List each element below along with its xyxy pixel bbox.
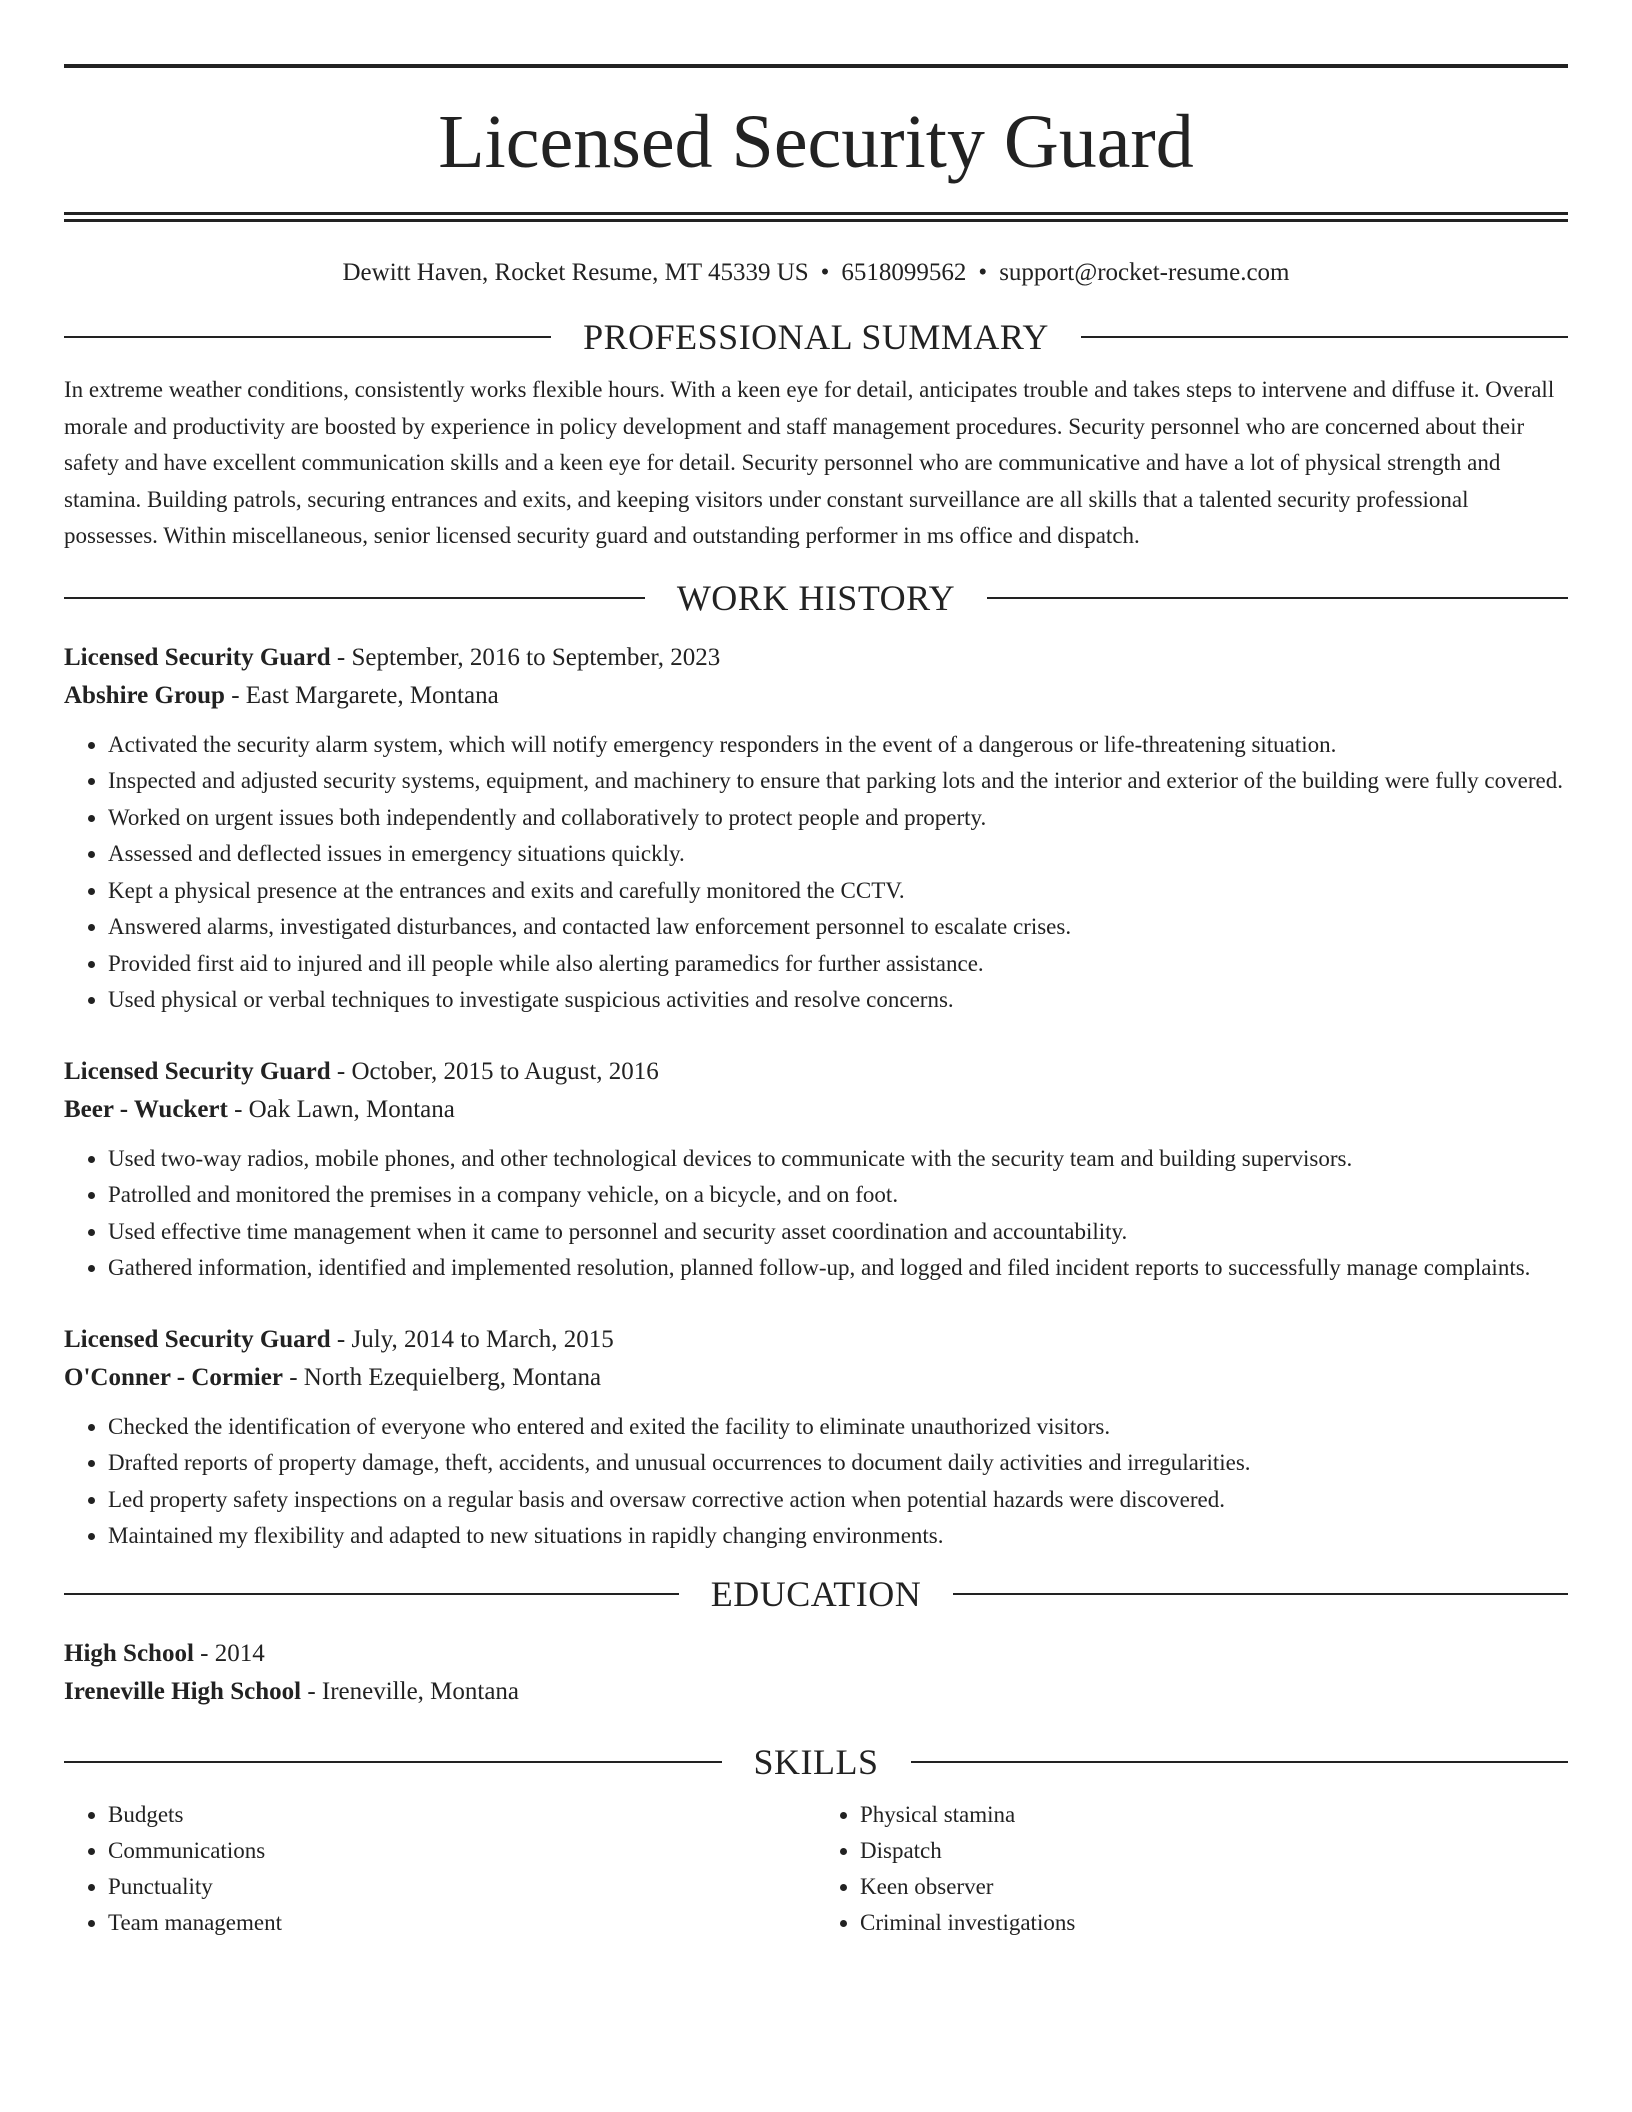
job-bullet-list [64,1141,1568,1287]
job-bullet: • Led property safety inspections on a regular basis and oversaw corrective action when potential hazards were discovered. [108,1482,1568,1519]
job-bullet: • Provided first aid to injured and ill people while also alerting paramedics for further assistance. [108,946,1568,983]
skill-item: • Team management [108,1905,816,1941]
education-school: Ireneville High School [64,1677,302,1705]
skills-heading [64,1739,1568,1785]
job-bullet-list [64,727,1568,1019]
heading-rule-left [64,597,645,599]
education-year: - 2014 [193,1639,265,1667]
heading-rule-left [64,1593,679,1595]
job-title-line [64,1321,1568,1359]
education-degree-line [64,1635,1568,1673]
education-school-line [64,1673,1568,1711]
work-history-heading-label: WORK HISTORY [676,577,956,618]
education-location: - Ireneville, Montana [301,1677,520,1705]
job-title: Licensed Security Guard [64,1325,331,1353]
job-location: - Oak Lawn, Montana [227,1095,455,1123]
contact-email[interactable]: support@rocket-resume.com [999,259,1290,286]
job-dates: - July, 2014 to March, 2015 [330,1325,614,1353]
job-bullet: • Answered alarms, investigated disturbances, and contacted law enforcement personnel to escalate crises. [108,909,1568,946]
skill-item: • Communications [108,1833,816,1869]
skill-item: • Physical stamina [860,1797,1568,1833]
job-company: Beer - Wuckert [64,1095,228,1123]
work-history-heading [64,575,1568,621]
summary-text: In extreme weather conditions, consistently works flexible hours. With a keen eye for detail, anticipates trouble and takes steps to intervene and diffuse it. Overall morale and productivity are boosted by experience in policy development and staff management procedures. Security personnel who are concerned about their safety and have excellent communication skills and a keen eye for detail. Security personnel who are communicative and have a lot of physical strength and stamina. Building patrols, securing entrances and exits, and keeping visitors under constant surveillance are all skills that a talented security professional possesses. Within miscellaneous, senior licensed security guard and outstanding performer in ms office and dispatch. [64,377,1555,548]
skills-heading-label: SKILLS [753,1741,879,1782]
heading-rule-right [911,1761,1569,1763]
heading-rule-right [953,1593,1568,1595]
summary-heading-label: PROFESSIONAL SUMMARY [583,317,1049,357]
contact-separator: • [978,259,988,286]
skill-item: • Criminal investigations [860,1905,1568,1941]
contact-address: Dewitt Haven, Rocket Resume, MT 45339 US [342,259,809,286]
job-company-line [64,1091,1568,1129]
job-location: - North Ezequielberg, Montana [282,1363,602,1391]
job-entry [64,1321,1568,1555]
job-bullet: • Checked the identification of everyone who entered and exited the facility to eliminate unauthorized visitors. [108,1409,1568,1446]
skills-list-left [64,1797,816,1941]
education-degree: High School [64,1639,194,1667]
skill-item: • Dispatch [860,1833,1568,1869]
job-bullet: • Worked on urgent issues both independently and collaboratively to protect people and property. [108,800,1568,837]
heading-rule-left [64,336,551,338]
job-company: O'Conner - Cormier [64,1363,283,1391]
heading-rule-right [1081,336,1568,338]
job-location: - East Margarete, Montana [224,681,499,709]
summary-heading [64,314,1568,360]
job-bullet: • Kept a physical presence at the entrances and exits and carefully monitored the CCTV. [108,873,1568,910]
skill-item: • Punctuality [108,1869,816,1905]
job-bullet: • Gathered information, identified and implemented resolution, planned follow-up, and logged and filed incident reports to successfully manage complaints. [108,1250,1568,1287]
job-bullet: • Drafted reports of property damage, theft, accidents, and unusual occurrences to document daily activities and irregularities. [108,1445,1568,1482]
education-heading [64,1571,1568,1617]
job-bullet: • Patrolled and monitored the premises in a company vehicle, on a bicycle, and on foot. [108,1177,1568,1214]
job-bullet: • Assessed and deflected issues in emergency situations quickly. [108,836,1568,873]
job-dates: - September, 2016 to September, 2023 [330,643,721,671]
header-double-rule [64,212,1568,222]
heading-rule-left [64,1761,722,1763]
job-bullet: • Used two-way radios, mobile phones, and other technological devices to communicate with the security team and building supervisors. [108,1141,1568,1178]
job-dates: - October, 2015 to August, 2016 [330,1057,659,1085]
job-bullet: • Used effective time management when it came to personnel and security asset coordination and accountability. [108,1214,1568,1251]
job-company-line [64,1359,1568,1397]
education-heading-label: EDUCATION [710,1573,922,1614]
job-title-line [64,1053,1568,1091]
heading-rule-right [987,597,1568,599]
contact-separator: • [820,259,830,286]
job-bullet: • Inspected and adjusted security systems, equipment, and machinery to ensure that parking lots and the interior and exterior of the building were fully covered. [108,763,1568,800]
job-entry [64,1053,1568,1287]
job-bullet: • Activated the security alarm system, which will notify emergency responders in the event of a dangerous or life-threatening situation. [108,727,1568,764]
job-bullet: • Maintained my flexibility and adapted to new situations in rapidly changing environments. [108,1518,1568,1555]
job-entry [64,639,1568,1019]
skill-item: • Keen observer [860,1869,1568,1905]
header-top-rule [64,64,1568,68]
job-bullet: • Used physical or verbal techniques to investigate suspicious activities and resolve concerns. [108,982,1568,1019]
contact-line [64,258,1568,288]
skills-list-right [816,1797,1568,1941]
skill-item: • Budgets [108,1797,816,1833]
contact-phone[interactable]: 6518099562 [841,259,967,286]
job-bullet-list [64,1409,1568,1555]
job-title: Licensed Security Guard [64,643,331,671]
job-title: Licensed Security Guard [64,1057,331,1085]
resume-title: Licensed Security Guard [438,100,1194,184]
job-title-line [64,639,1568,677]
job-company: Abshire Group [64,681,225,709]
skills-columns [64,1797,1568,1941]
education-entry [64,1635,1568,1711]
job-company-line [64,677,1568,715]
resume-page [64,64,1568,1941]
